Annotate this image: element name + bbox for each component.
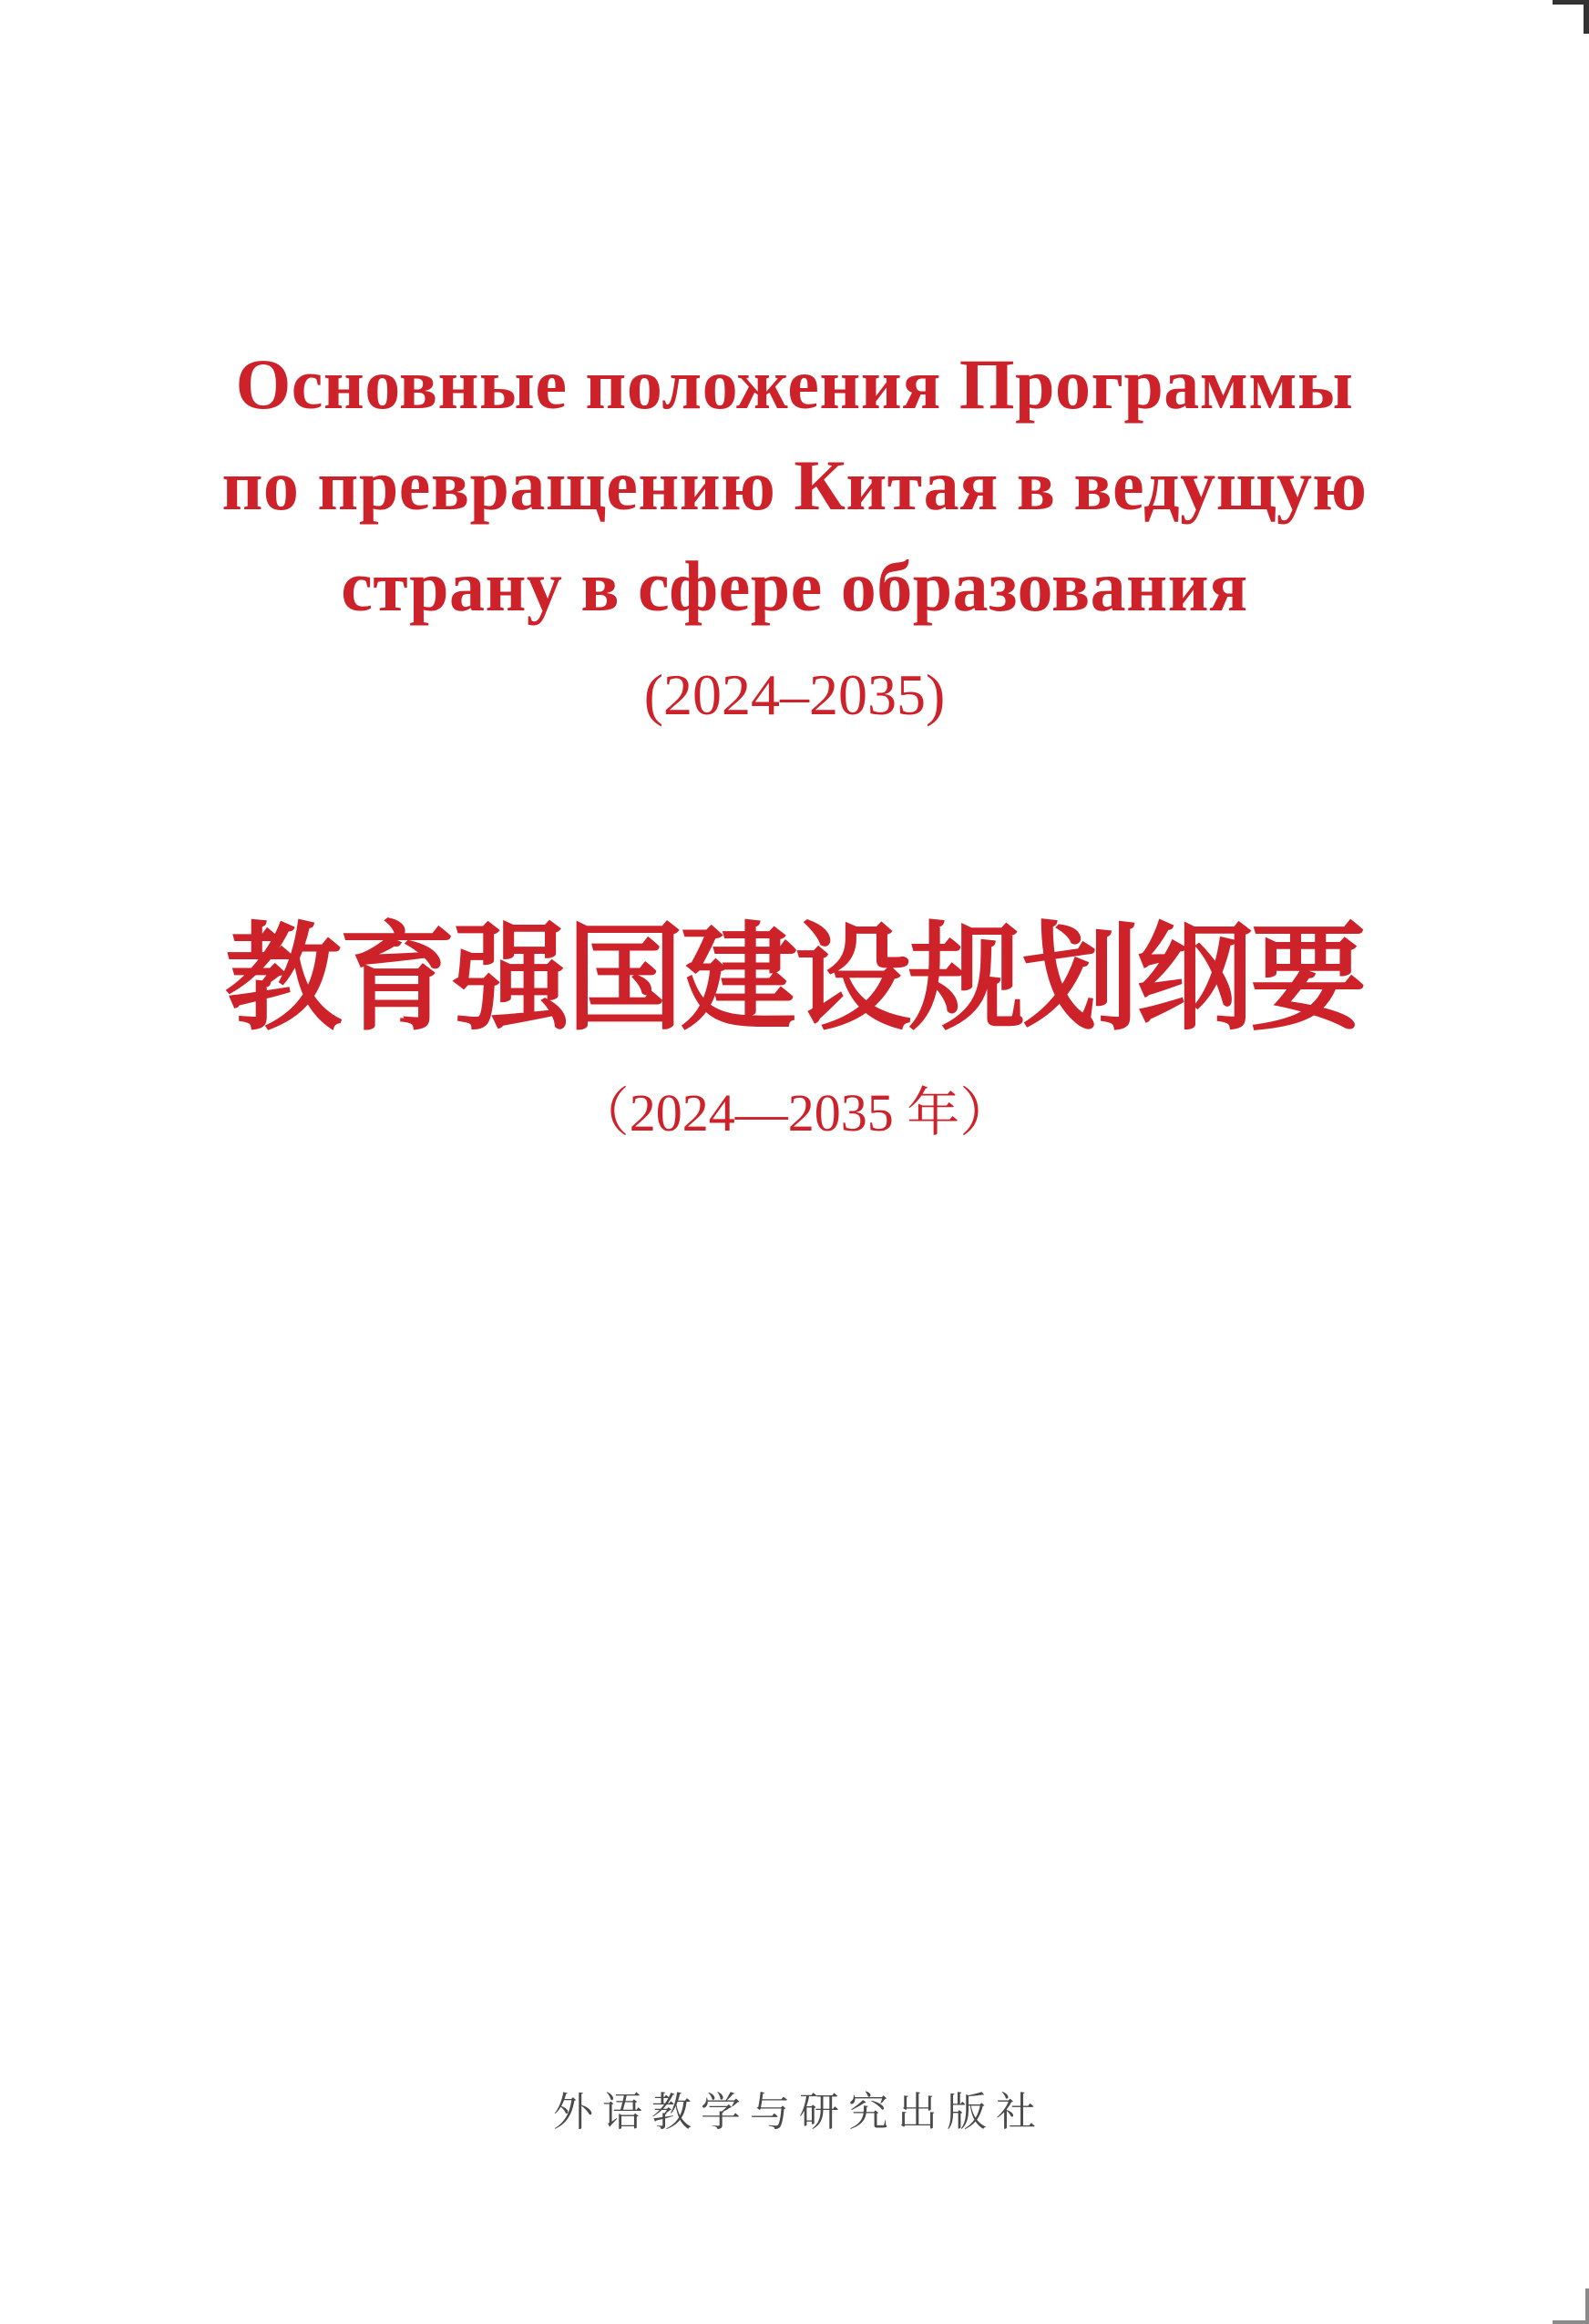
chinese-title: 教育强国建设规划纲要 [224,915,1364,1044]
scan-artifact-top-right-vertical [1584,0,1589,34]
russian-title-line-3: страну в сфере образования [341,547,1248,626]
scan-artifact-bottom-right-horizontal [1553,2320,1589,2324]
russian-title-years: (2024–2035) [643,662,946,727]
publisher-imprint: 外语教学与研究出版社 [553,2090,1045,2135]
russian-title-line-2: по превращению Китая в ведущую [221,445,1368,525]
russian-title-line-1: Основные положения Программы [235,344,1354,424]
russian-title [0,333,1589,637]
scan-artifact-bottom-right-vertical [1585,2288,1589,2324]
chinese-title-years: （2024—2035 年） [576,1083,1013,1142]
